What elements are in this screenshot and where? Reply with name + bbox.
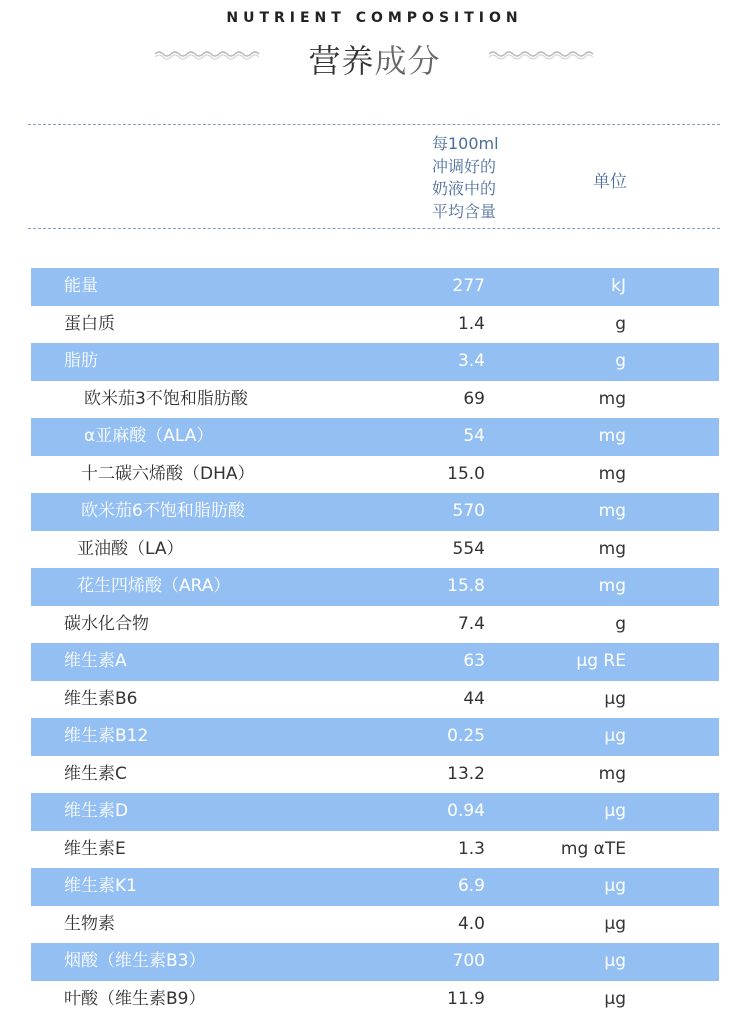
nutrient-unit: mg (599, 381, 626, 417)
nutrient-amount: 4.0 (458, 906, 485, 942)
column-header-amount-line: 冲调好的 (432, 156, 522, 179)
nutrient-unit: mg (599, 456, 626, 492)
table-row (31, 981, 719, 1018)
column-header-amount (432, 133, 522, 223)
column-header-amount-line: 奶液中的 (432, 178, 522, 201)
nutrient-amount: 15.8 (447, 568, 485, 604)
nutrient-amount: 0.25 (447, 718, 485, 754)
nutrient-unit: mg (599, 756, 626, 792)
nutrient-amount: 15.0 (447, 456, 485, 492)
column-header-amount-line: 平均含量 (432, 201, 522, 224)
nutrient-name: 亚油酸（LA） (77, 531, 184, 569)
nutrient-unit: μg (604, 981, 626, 1017)
nutrient-name: 维生素D (64, 793, 128, 831)
nutrient-name: α亚麻酸（ALA） (84, 418, 213, 456)
nutrient-amount: 1.4 (458, 306, 485, 342)
nutrient-name: 维生素K1 (64, 868, 137, 906)
nutrient-amount: 700 (453, 943, 485, 979)
table-row (31, 456, 719, 494)
nutrient-name: 能量 (64, 268, 98, 306)
column-header-unit: 单位 (593, 167, 627, 192)
table-row (31, 418, 719, 456)
nutrient-amount: 0.94 (447, 793, 485, 829)
table-row (31, 906, 719, 944)
nutrient-unit: mg (599, 531, 626, 567)
table-row (31, 756, 719, 794)
nutrient-unit: mg αTE (561, 831, 626, 867)
nutrient-unit: μg (604, 718, 626, 754)
section-title-row (0, 36, 749, 76)
nutrient-unit: mg (599, 418, 626, 454)
nutrient-unit: μg (604, 681, 626, 717)
section-title (0, 36, 749, 82)
table-row (31, 493, 719, 531)
section-title-light: 成分 (375, 42, 441, 80)
nutrient-name: 碳水化合物 (64, 606, 149, 644)
table-row (31, 793, 719, 831)
nutrient-name: 欧米茄3不饱和脂肪酸 (84, 381, 248, 419)
nutrient-amount: 1.3 (458, 831, 485, 867)
header-divider-bottom (28, 228, 720, 229)
nutrient-amount: 69 (463, 381, 485, 417)
nutrient-unit: mg (599, 568, 626, 604)
table-row (31, 568, 719, 606)
table-row (31, 643, 719, 681)
nutrient-name: 维生素A (64, 643, 127, 681)
nutrient-unit: g (615, 306, 626, 342)
nutrient-name: 花生四烯酸（ARA） (77, 568, 230, 606)
nutrient-amount: 63 (463, 643, 485, 679)
nutrient-name: 蛋白质 (64, 306, 115, 344)
nutrient-unit: μg (604, 868, 626, 904)
nutrient-amount: 11.9 (447, 981, 485, 1017)
nutrient-name: 叶酸（维生素B9） (64, 981, 205, 1018)
header-divider-top (28, 124, 720, 125)
table-row (31, 606, 719, 644)
nutrient-name: 维生素B12 (64, 718, 148, 756)
column-header-amount-line: 每100ml (432, 133, 522, 156)
table-row (31, 943, 719, 981)
nutrient-amount: 554 (453, 531, 485, 567)
section-title-dark: 营养 (308, 42, 374, 80)
nutrient-name: 欧米茄6不饱和脂肪酸 (81, 493, 245, 531)
nutrient-unit: μg (604, 906, 626, 942)
nutrient-unit: g (615, 343, 626, 379)
nutrient-amount: 277 (453, 268, 485, 304)
nutrient-amount: 6.9 (458, 868, 485, 904)
table-row (31, 868, 719, 906)
nutrient-name: 维生素E (64, 831, 126, 869)
nutrient-unit: μg (604, 943, 626, 979)
nutrient-unit: g (615, 606, 626, 642)
nutrient-unit: μg RE (576, 643, 626, 679)
table-row (31, 681, 719, 719)
nutrient-unit: kJ (611, 268, 626, 304)
table-row (31, 306, 719, 344)
section-eyebrow: NUTRIENT COMPOSITION (0, 10, 749, 26)
nutrient-amount: 44 (463, 681, 485, 717)
table-row (31, 718, 719, 756)
nutrient-unit: μg (604, 793, 626, 829)
nutrient-name: 烟酸（维生素B3） (64, 943, 205, 981)
nutrient-amount: 3.4 (458, 343, 485, 379)
nutrient-amount: 13.2 (447, 756, 485, 792)
nutrient-amount: 7.4 (458, 606, 485, 642)
table-row (31, 381, 719, 419)
wave-decoration-right-icon (489, 48, 594, 60)
table-row (31, 268, 719, 306)
table-row (31, 343, 719, 381)
nutrient-name: 十二碳六烯酸（DHA） (81, 456, 255, 494)
nutrient-unit: mg (599, 493, 626, 529)
nutrient-amount: 570 (453, 493, 485, 529)
nutrient-name: 脂肪 (64, 343, 98, 381)
nutrient-name: 生物素 (64, 906, 115, 944)
nutrient-name: 维生素C (64, 756, 127, 794)
table-row (31, 831, 719, 869)
nutrient-table (31, 268, 719, 1018)
nutrient-amount: 54 (463, 418, 485, 454)
nutrient-name: 维生素B6 (64, 681, 137, 719)
table-row (31, 531, 719, 569)
